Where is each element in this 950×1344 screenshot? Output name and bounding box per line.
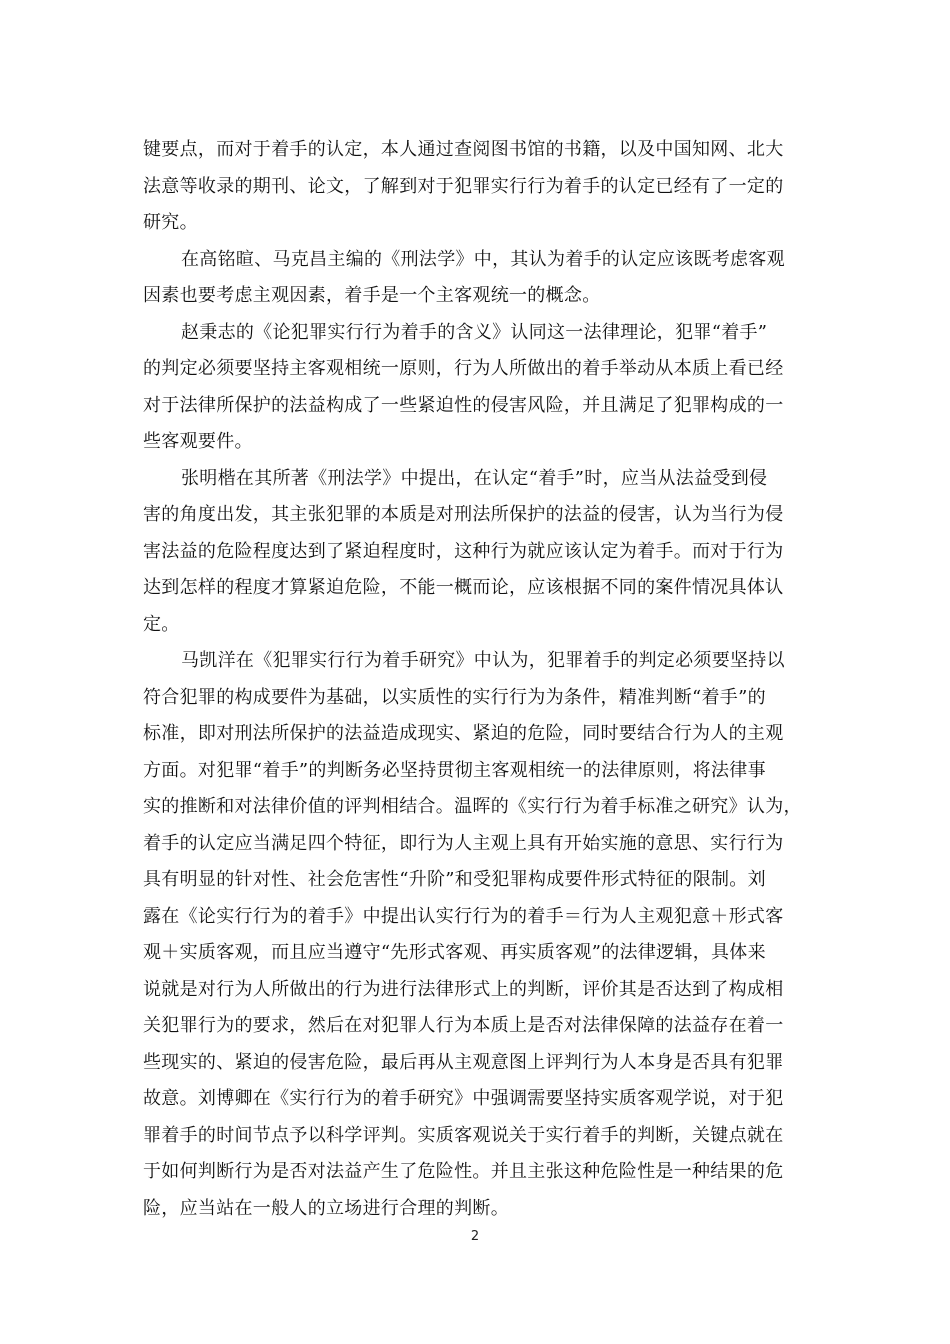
text-line: 罪着手的时间节点予以科学评判。实质客观说关于实行着手的判断，关键点就在 [143, 1124, 784, 1146]
text-line: 因素也要考虑主观因素，着手是一个主客观统一的概念。 [143, 285, 601, 306]
text-line: 定。 [143, 613, 180, 635]
text-line: 研究。 [143, 212, 198, 233]
text-line: 方面。对犯罪“着手”的判断务必坚持贯彻主客观相统一的法律原则，将法律事 [143, 759, 766, 781]
text-line: 关犯罪行为的要求，然后在对犯罪人行为本质上是否对法律保障的法益存在着一 [143, 1015, 784, 1036]
text-line: 着手的认定应当满足四个特征，即行为人主观上具有开始实施的意思、实行行为 [143, 832, 784, 854]
paragraph-start-line: 在高铭暄、马克昌主编的《刑法学》中，其认为着手的认定应该既考虑客观 [181, 248, 785, 270]
text-line: 露在《论实行行为的着手》中提出认实行行为的着手＝行为人主观犯意＋形式客 [143, 905, 784, 927]
text-line: 实的推断和对法律价值的评判相结合。温晖的《实行行为着手标准之研究》认为， [143, 796, 802, 817]
text-line: 害的角度出发，其主张犯罪的本质是对刑法所保护的法益的侵害，认为当行为侵 [143, 504, 784, 525]
page-number: 2 [470, 1229, 480, 1244]
text-line: 险，应当站在一般人的立场进行合理的判断。 [143, 1197, 509, 1219]
text-line: 的判定必须要坚持主客观相统一原则，行为人所做出的着手举动从本质上看已经 [143, 358, 784, 379]
text-line: 些现实的、紧迫的侵害危险，最后再从主观意图上评判行为人本身是否具有犯罪 [143, 1051, 784, 1073]
text-line: 达到怎样的程度才算紧迫危险，不能一概而论，应该根据不同的案件情况具体认 [143, 577, 784, 598]
text-line: 说就是对行为人所做出的行为进行法律形式上的判断，评价其是否达到了构成相 [143, 978, 784, 1000]
text-line: 法意等收录的期刊、论文，了解到对于犯罪实行行为着手的认定已经有了一定的 [143, 175, 784, 197]
text-line: 观＋实质客观，而且应当遵守“先形式客观、再实质客观”的法律逻辑，具体来 [143, 942, 766, 963]
text-line: 具有明显的针对性、社会危害性“升阶”和受犯罪构成要件形式特征的限制。刘 [143, 869, 766, 890]
text-line: 对于法律所保护的法益构成了一些紧迫性的侵害风险，并且满足了犯罪构成的一 [143, 394, 784, 416]
text-line: 符合犯罪的构成要件为基础，以实质性的实行行为为条件，精准判断“着手”的 [143, 686, 766, 708]
paragraph-start-line: 马凯洋在《犯罪实行行为着手研究》中认为，犯罪着手的判定必须要坚持以 [181, 650, 785, 671]
text-line: 标准，即对刑法所保护的法益造成现实、紧迫的危险，同时要结合行为人的主观 [143, 723, 784, 744]
paragraph-start-line: 张明楷在其所著《刑法学》中提出，在认定“着手”时，应当从法益受到侵 [181, 467, 768, 489]
text-line: 键要点，而对于着手的认定，本人通过查阅图书馆的书籍，以及中国知网、北大 [143, 139, 784, 160]
text-line: 害法益的危险程度达到了紧迫程度时，这种行为就应该认定为着手。而对于行为 [143, 540, 784, 562]
text-line: 些客观要件。 [143, 431, 253, 452]
text-line: 故意。刘博卿在《实行行为的着手研究》中强调需要坚持实质客观学说，对于犯 [143, 1088, 784, 1109]
paragraph-start-line: 赵秉志的《论犯罪实行行为着手的含义》认同这一法律理论，犯罪“着手” [181, 321, 768, 343]
body-text [143, 132, 819, 1227]
text-line: 于如何判断行为是否对法益产生了危险性。并且主张这种危险性是一种结果的危 [143, 1161, 784, 1182]
